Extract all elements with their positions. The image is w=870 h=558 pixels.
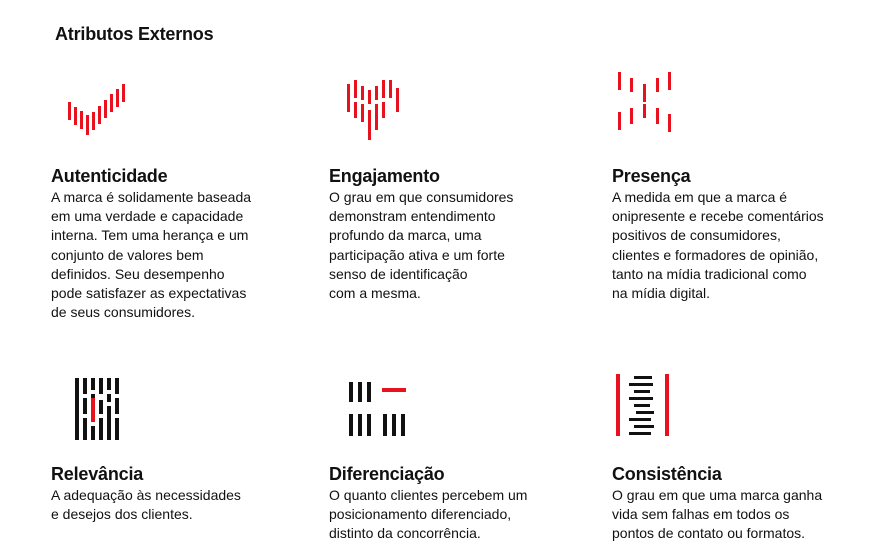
consistencia-icon: [616, 374, 696, 438]
card-description: O grau em que consumidores demonstram entendimento profundo da marca, uma participação ativa e um forte senso de identificação com a mesma.: [329, 189, 514, 302]
card-title: Autenticidade: [51, 166, 168, 186]
card-title: Diferenciação: [329, 464, 445, 484]
relevancia-icon: [73, 378, 153, 442]
card-description: O grau em que uma marca ganha vida sem falhas em todos os pontos de contato ou formatos.: [612, 487, 823, 542]
card-description: A medida em que a marca é onipresente e recebe comentários positivos de consumidores, clientes e formadores de opinião, tanto na mídia tradicional como na mídia digital.: [612, 189, 824, 302]
card-description: A adequação às necessidades e desejos dos clientes.: [51, 487, 241, 523]
diferenciacao-icon: [349, 378, 429, 442]
page-title: Atributos Externos: [55, 24, 214, 44]
presenca-icon: [616, 70, 696, 134]
autenticidade-icon: [66, 80, 146, 144]
card-title: Presença: [612, 166, 691, 186]
card-description: A marca é solidamente baseada em uma verdade e capacidade interna. Tem uma herança e um conjunto de valores bem definidos. Seu desempenho pode satisfazer as expectativas de seus consumidores.: [51, 189, 252, 321]
card-description: O quanto clientes percebem um posicionamento diferenciado, distinto da concorrência.: [329, 487, 528, 542]
card-title: Consistência: [612, 464, 722, 484]
engajamento-icon: [345, 80, 425, 144]
card-title: Engajamento: [329, 166, 440, 186]
card-title: Relevância: [51, 464, 144, 484]
